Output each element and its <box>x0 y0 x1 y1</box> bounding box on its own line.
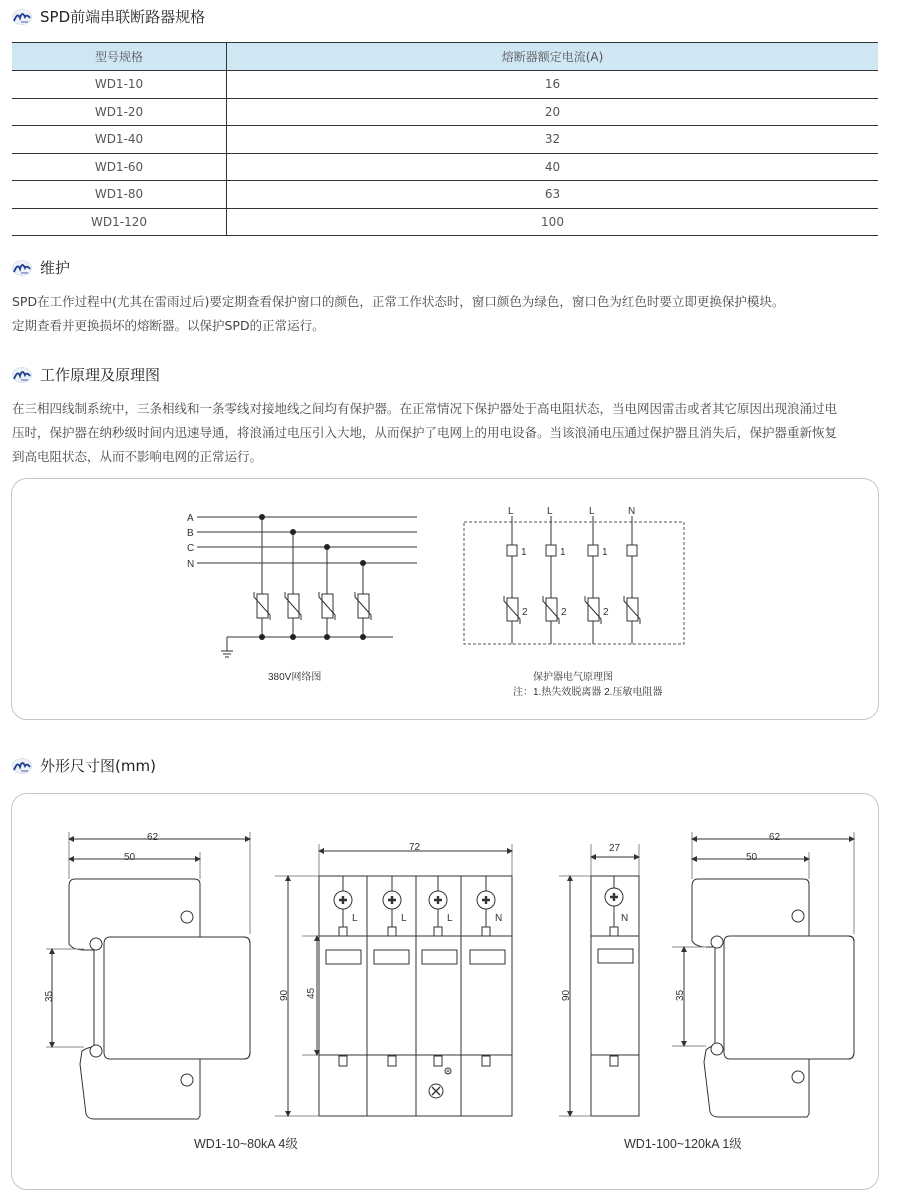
table-row <box>12 71 878 99</box>
terminal-label: L <box>401 913 407 924</box>
terminal-label: L <box>447 913 453 924</box>
protector-diagram-caption: 保护器电气原理图 <box>533 672 613 683</box>
brand-logo-icon <box>12 9 32 25</box>
dim-label-35: 35 <box>44 990 55 1002</box>
terminal-label: N <box>628 506 636 517</box>
junction-dot <box>324 634 330 640</box>
junction-dot <box>290 529 296 535</box>
schematic-diagrams <box>12 479 878 719</box>
junction-dot <box>324 544 330 550</box>
junction-dot <box>290 634 296 640</box>
dimensions-panel <box>11 793 879 1190</box>
column-header-current: 熔断器额定电流(A) <box>227 43 879 71</box>
protector-diagram-note: 注：1.热失效脱离器 2.压敏电阻器 <box>513 687 663 698</box>
section-title-maintenance: 维护 <box>12 257 70 278</box>
component-label-1: 1 <box>560 547 566 558</box>
terminal-label: L <box>547 506 553 517</box>
component-label-1: 1 <box>602 547 608 558</box>
dimension-drawings <box>12 794 878 1189</box>
maintenance-text: SPD在工作过程中(尤其在雷雨过后)要定期查看保护窗口的颜色，正常工作状态时，窗口颜色为绿色，窗口色为红色时要立即更换保护模块。 定期查看并更换损坏的熔断器。以保护SPD的正常运行。 <box>12 294 785 333</box>
side-view-right <box>672 832 854 1117</box>
breaker-spec-table <box>12 42 878 236</box>
cell-current: 32 <box>227 126 879 154</box>
table-header-row <box>12 43 878 71</box>
dim-label-62: 62 <box>769 832 781 843</box>
dim-label-90: 90 <box>279 989 290 1001</box>
component-label-2: 2 <box>603 607 609 618</box>
dim-label-45: 45 <box>306 987 317 999</box>
section-title-dimensions: 外形尺寸图(mm) <box>12 755 156 776</box>
cell-current: 16 <box>227 71 879 99</box>
dim-label-50: 50 <box>124 852 136 863</box>
cell-model: WD1-80 <box>12 181 227 209</box>
line-label-a: A <box>187 513 194 524</box>
schematic-panel <box>11 478 879 720</box>
table-row <box>12 208 878 236</box>
terminal-label: L <box>352 913 358 924</box>
brand-logo-icon <box>12 758 32 774</box>
cell-current: 63 <box>227 181 879 209</box>
column-header-model: 型号规格 <box>12 43 227 71</box>
junction-dot <box>259 634 265 640</box>
junction-dot <box>360 560 366 566</box>
component-label-1: 1 <box>521 547 527 558</box>
front-view-1p <box>559 844 639 1116</box>
dim-label-62: 62 <box>147 832 159 843</box>
dim-label-50: 50 <box>746 852 758 863</box>
principle-text: 在三相四线制系统中，三条相线和一条零线对接地线之间均有保护器。在正常情况下保护器处于高电阻状态，当电网因雷击或者其它原因出现浪涌过电 压时，保护器在纳秒级时间内迅速导通，将浪涌过电压引入大地，从而保护了电网上的用电设备。当该浪涌电压通过保护器且消失后，保护器重新恢复 到高电阻状态，从而不影响电网的正常运行。 <box>12 401 838 464</box>
section-title-breaker: SPD前端串联断路器规格 <box>12 6 205 27</box>
protector-diagram <box>464 516 684 644</box>
brand-logo-icon <box>12 260 32 276</box>
caption-left: WD1-10~80kA 4级 <box>194 1137 298 1151</box>
cell-model: WD1-60 <box>12 153 227 181</box>
line-label-c: C <box>187 543 195 554</box>
section-title-principle: 工作原理及原理图 <box>12 364 160 385</box>
cell-model: WD1-120 <box>12 208 227 236</box>
dim-label-90: 90 <box>561 989 572 1001</box>
network-diagram-caption: 380V网络图 <box>268 672 322 683</box>
side-view-left <box>46 832 250 1119</box>
line-label-n: N <box>187 559 195 570</box>
module-screws <box>334 891 495 909</box>
table-row <box>12 126 878 154</box>
terminal-label: N <box>495 913 503 924</box>
component-label-2: 2 <box>522 607 528 618</box>
cell-current: 20 <box>227 98 879 126</box>
dim-label-27: 27 <box>609 843 621 854</box>
network-diagram <box>197 517 417 657</box>
cell-model: WD1-10 <box>12 71 227 99</box>
front-view-4p <box>275 844 512 1116</box>
brand-logo-icon <box>12 367 32 383</box>
cell-model: WD1-20 <box>12 98 227 126</box>
cell-current: 40 <box>227 153 879 181</box>
terminal-label: N <box>621 913 629 924</box>
table-row <box>12 153 878 181</box>
terminal-label: L <box>508 506 514 517</box>
cell-model: WD1-40 <box>12 126 227 154</box>
dim-label-35: 35 <box>675 989 686 1001</box>
line-label-b: B <box>187 528 194 539</box>
junction-dot <box>360 634 366 640</box>
caption-right: WD1-100~120kA 1级 <box>624 1137 742 1151</box>
table-row <box>12 98 878 126</box>
dim-label-72: 72 <box>409 842 421 853</box>
component-label-2: 2 <box>561 607 567 618</box>
junction-dot <box>259 514 265 520</box>
terminal-label: L <box>589 506 595 517</box>
network-junction-dots <box>259 514 366 640</box>
cell-current: 100 <box>227 208 879 236</box>
table-row <box>12 181 878 209</box>
